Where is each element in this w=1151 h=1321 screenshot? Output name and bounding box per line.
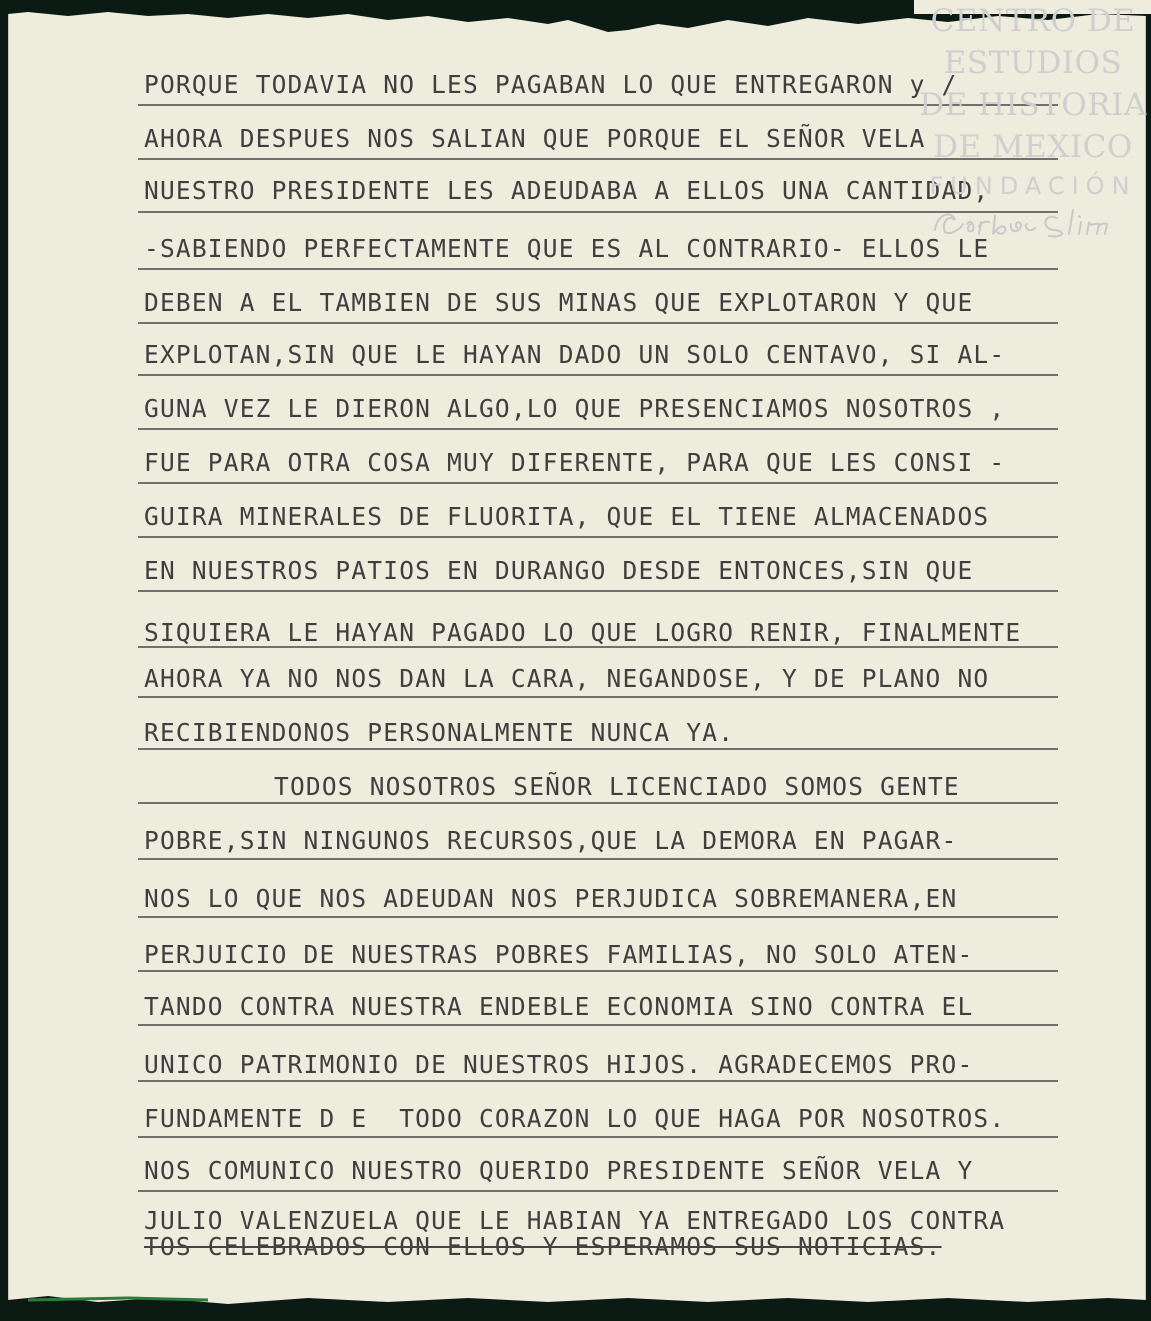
text-line: AHORA YA NO NOS DAN LA CARA, NEGANDOSE, Y DE PLANO NO <box>144 664 990 693</box>
paragraph-start-line: TODOS NOSOTROS SEÑOR LICENCIADO SOMOS GENTE <box>274 772 960 801</box>
text-line: UNICO PATRIMONIO DE NUESTROS HIJOS. AGRADECEMOS PRO- <box>144 1050 974 1079</box>
watermark-line: DE MEXICO <box>933 129 1133 165</box>
text-line: PERJUICIO DE NUESTRAS POBRES FAMILIAS, NO SOLO ATEN- <box>144 940 974 969</box>
text-line: GUIRA MINERALES DE FLUORITA, QUE EL TIENE ALMACENADOS <box>144 502 990 531</box>
text-line: RECIBIENDONOS PERSONALMENTE NUNCA YA. <box>144 718 735 747</box>
text-line: SIQUIERA LE HAYAN PAGADO LO QUE LOGRO RENIR, FINALMENTE <box>144 618 1022 647</box>
watermark-line: CENTRO DE <box>930 3 1136 39</box>
watermark-line: ESTUDIOS <box>943 45 1123 81</box>
text-line: NUESTRO PRESIDENTE LES ADEUDABA A ELLOS UNA CANTIDAD, <box>144 176 990 205</box>
text-line: FUE PARA OTRA COSA MUY DIFERENTE, PARA QUE LES CONSI - <box>144 448 1006 477</box>
torn-bottom-edge <box>8 1286 1146 1306</box>
struck-text-line: TOS CELEBRADOS CON ELLOS Y ESPERAMOS SUS NOTICIAS. <box>144 1232 942 1261</box>
text-line: JULIO VALENZUELA QUE LE HABIAN YA ENTREGADO LOS CONTRA <box>144 1206 1006 1235</box>
text-line: DEBEN A EL TAMBIEN DE SUS MINAS QUE EXPLOTARON Y QUE <box>144 288 974 317</box>
text-line: EN NUESTROS PATIOS EN DURANGO DESDE ENTONCES,SIN QUE <box>144 556 974 585</box>
text-line: EXPLOTAN,SIN QUE LE HAYAN DADO UN SOLO CENTAVO, SI AL- <box>144 340 1006 369</box>
text-line: TANDO CONTRA NUESTRA ENDEBLE ECONOMIA SINO CONTRA EL <box>144 992 974 1021</box>
text-line: PORQUE TODAVIA NO LES PAGABAN LO QUE ENTREGARON y / <box>144 70 958 99</box>
text-line: FUNDAMENTE D E TODO CORAZON LO QUE HAGA POR NOSOTROS. <box>144 1104 1006 1133</box>
watermark-fundacion: FUNDACIÓN <box>929 172 1137 200</box>
text-line: AHORA DESPUES NOS SALIAN QUE PORQUE EL SEÑOR VELA <box>144 124 926 153</box>
text-line: -SABIENDO PERFECTAMENTE QUE ES AL CONTRARIO- ELLOS LE <box>144 234 990 263</box>
text-line: NOS COMUNICO NUESTRO QUERIDO PRESIDENTE SEÑOR VELA Y <box>144 1156 974 1185</box>
text-line: NOS LO QUE NOS ADEUDAN NOS PERJUDICA SOBREMANERA,EN <box>144 884 958 913</box>
signature-icon <box>918 202 1148 246</box>
archive-watermark <box>918 0 1148 280</box>
text-line: GUNA VEZ LE DIERON ALGO,LO QUE PRESENCIAMOS NOSOTROS , <box>144 394 1006 423</box>
watermark-line: DE HISTORIA <box>919 87 1147 123</box>
text-line: POBRE,SIN NINGUNOS RECURSOS,QUE LA DEMORA EN PAGAR- <box>144 826 958 855</box>
